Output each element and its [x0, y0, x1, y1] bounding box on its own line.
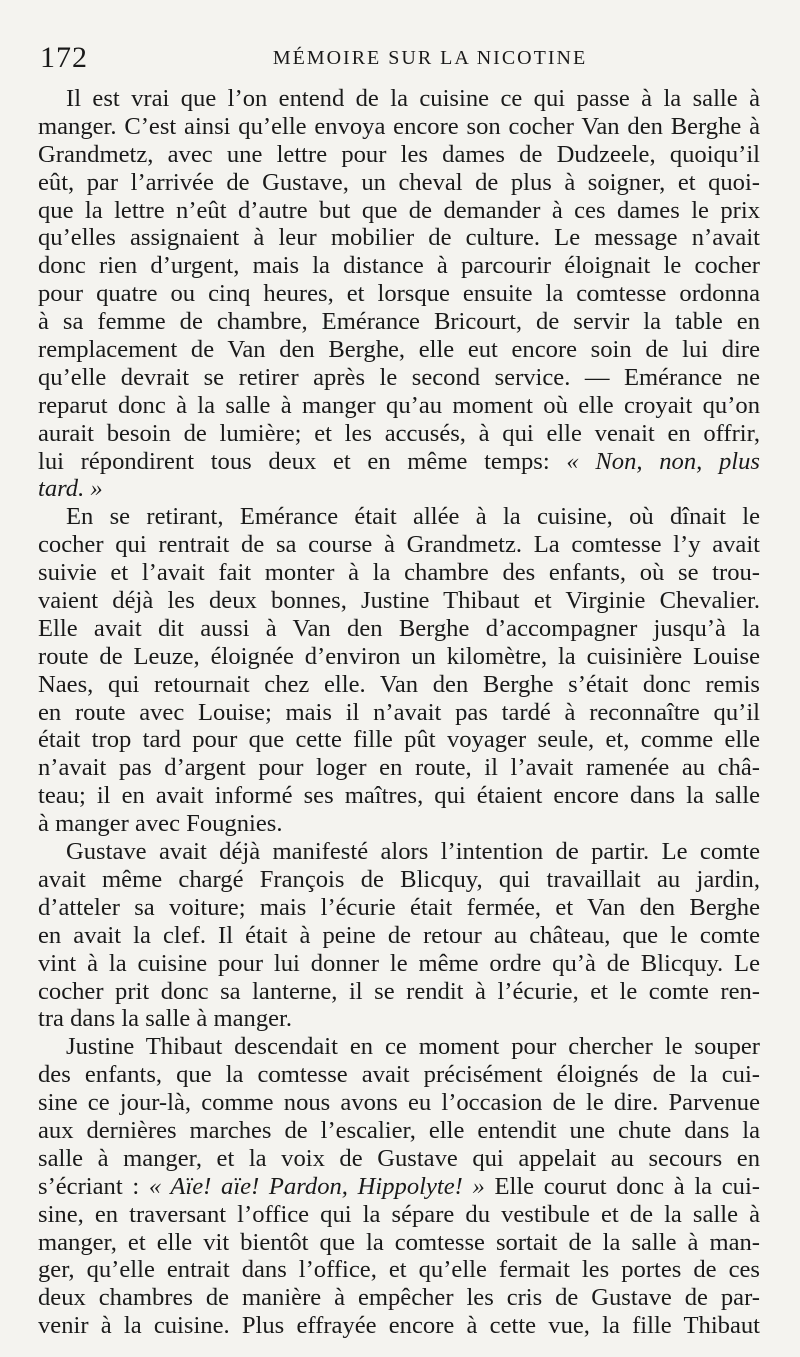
text-line: cocher prit donc sa lanterne, il se rendit à l’écurie, et le comte ren- [38, 977, 760, 1005]
quoted-speech: « Non, non, plus [566, 447, 760, 475]
text-line: Justine Thibaut descendait en ce moment pour chercher le souper [66, 1033, 760, 1061]
text-line: tra dans la salle à manger. [38, 1005, 293, 1033]
text-line-roman: s’écriant : [38, 1172, 140, 1200]
text-line: salle à manger, et la voix de Gustave qui appelait au secours en [38, 1144, 760, 1172]
text-line: Grandmetz, avec une lettre pour les dames de Dudzeele, quoiqu’il [38, 140, 760, 168]
text-line: Naes, qui retournait chez elle. Van den Berghe s’était donc remis [38, 670, 760, 698]
text-line: qu’elles assignaient à leur mobilier de culture. Le message n’avait [38, 224, 760, 252]
text-line: qu’elle devrait se retirer après le second service. — Emérance ne [38, 363, 760, 391]
text-line: des enfants, que la comtesse avait précisément éloignés de la cui- [38, 1061, 760, 1089]
text-line [38, 475, 760, 503]
body-text [38, 85, 760, 1340]
text-line: avait même chargé François de Blicquy, qui travaillait au jardin, [38, 865, 760, 893]
quoted-speech-end: tard. » [38, 475, 103, 503]
text-line: suivie et l’avait fait monter à la chambre des enfants, où se trou- [38, 559, 760, 587]
text-line: cocher qui rentrait de sa course à Grandmetz. La comtesse l’y avait [38, 531, 760, 559]
page-header [40, 38, 760, 78]
text-line-roman: Elle courut donc à la cui- [494, 1172, 760, 1200]
text-line: d’atteler sa voiture; mais l’écurie était fermée, et Van den Berghe [38, 893, 760, 921]
text-line: n’avait pas d’argent pour loger en route, il l’avait ramenée au châ- [38, 754, 760, 782]
text-line: aux dernières marches de l’escalier, elle entendit une chute dans la [38, 1116, 760, 1144]
text-line: sine, en traversant l’office qui la sépare du vestibule et de la salle à [38, 1200, 760, 1228]
page-number: 172 [40, 41, 88, 74]
text-line [38, 448, 760, 476]
text-line: route de Leuze, éloignée d’environ un kilomètre, la cuisinière Louise [38, 642, 760, 670]
running-head: MÉMOIRE SUR LA NICOTINE [272, 47, 588, 69]
text-line: en avait la clef. Il était à peine de retour au château, que le comte [38, 921, 760, 949]
text-line [38, 1173, 760, 1201]
text-line: pour quatre ou cinq heures, et lorsque ensuite la comtesse ordonna [38, 280, 760, 308]
text-line: Gustave avait déjà manifesté alors l’intention de partir. Le comte [66, 838, 760, 866]
text-line: manger, et elle vit bientôt que la comtesse sortait de la salle à man- [38, 1228, 760, 1256]
text-line: Elle avait dit aussi à Van den Berghe d’accompagner jusqu’à la [38, 614, 760, 642]
text-line: que la lettre n’eût d’autre but que de demander à ces dames le prix [38, 196, 760, 224]
text-line-roman: lui répondirent tous deux et en même temps: [38, 447, 550, 475]
text-line: En se retirant, Emérance était allée à la cuisine, où dînait le [66, 503, 760, 531]
text-line: donc rien d’urgent, mais la distance à parcourir éloignait le cocher [38, 252, 760, 280]
text-line: Il est vrai que l’on entend de la cuisine ce qui passe à la salle à [66, 85, 760, 112]
text-line: en route avec Louise; mais il n’avait pas tardé à reconnaître qu’il [38, 698, 760, 726]
text-line: à manger avec Fougnies. [38, 810, 283, 838]
text-line: manger. C’est ainsi qu’elle envoya encore son cocher Van den Berghe à [38, 112, 760, 140]
text-line: vint à la cuisine pour lui donner le même ordre qu’à de Blicquy. Le [38, 949, 760, 977]
text-line: à sa femme de chambre, Emérance Bricourt, de servir la table en [38, 308, 760, 336]
text-line: sine ce jour-là, comme nous avons eu l’occasion de le dire. Parvenue [38, 1089, 760, 1117]
text-line: vaient déjà les deux bonnes, Justine Thibaut et Virginie Chevalier. [38, 587, 760, 615]
quoted-speech: « Aïe! aïe! Pardon, Hippolyte! » [148, 1172, 485, 1200]
text-line: deux chambres de manière à empêcher les cris de Gustave de par- [38, 1284, 760, 1312]
text-line: était trop tard pour que cette fille pût voyager seule, et, comme elle [38, 726, 760, 754]
text-line: remplacement de Van den Berghe, elle eut encore soin de lui dire [38, 336, 760, 364]
text-line: aurait besoin de lumière; et les accusés, à qui elle venait en offrir, [38, 419, 760, 447]
text-line: reparut donc à la salle à manger qu’au moment où elle croyait qu’on [38, 391, 760, 419]
text-line: venir à la cuisine. Plus effrayée encore à cette vue, la fille Thibaut [38, 1312, 760, 1340]
text-line: eût, par l’arrivée de Gustave, un cheval de plus à soigner, et quoi- [38, 168, 760, 196]
text-line: ger, qu’elle entrait dans l’office, et qu’elle fermait les portes de ces [38, 1256, 760, 1284]
text-line: teau; il en avait informé ses maîtres, qui étaient encore dans la salle [38, 782, 760, 810]
